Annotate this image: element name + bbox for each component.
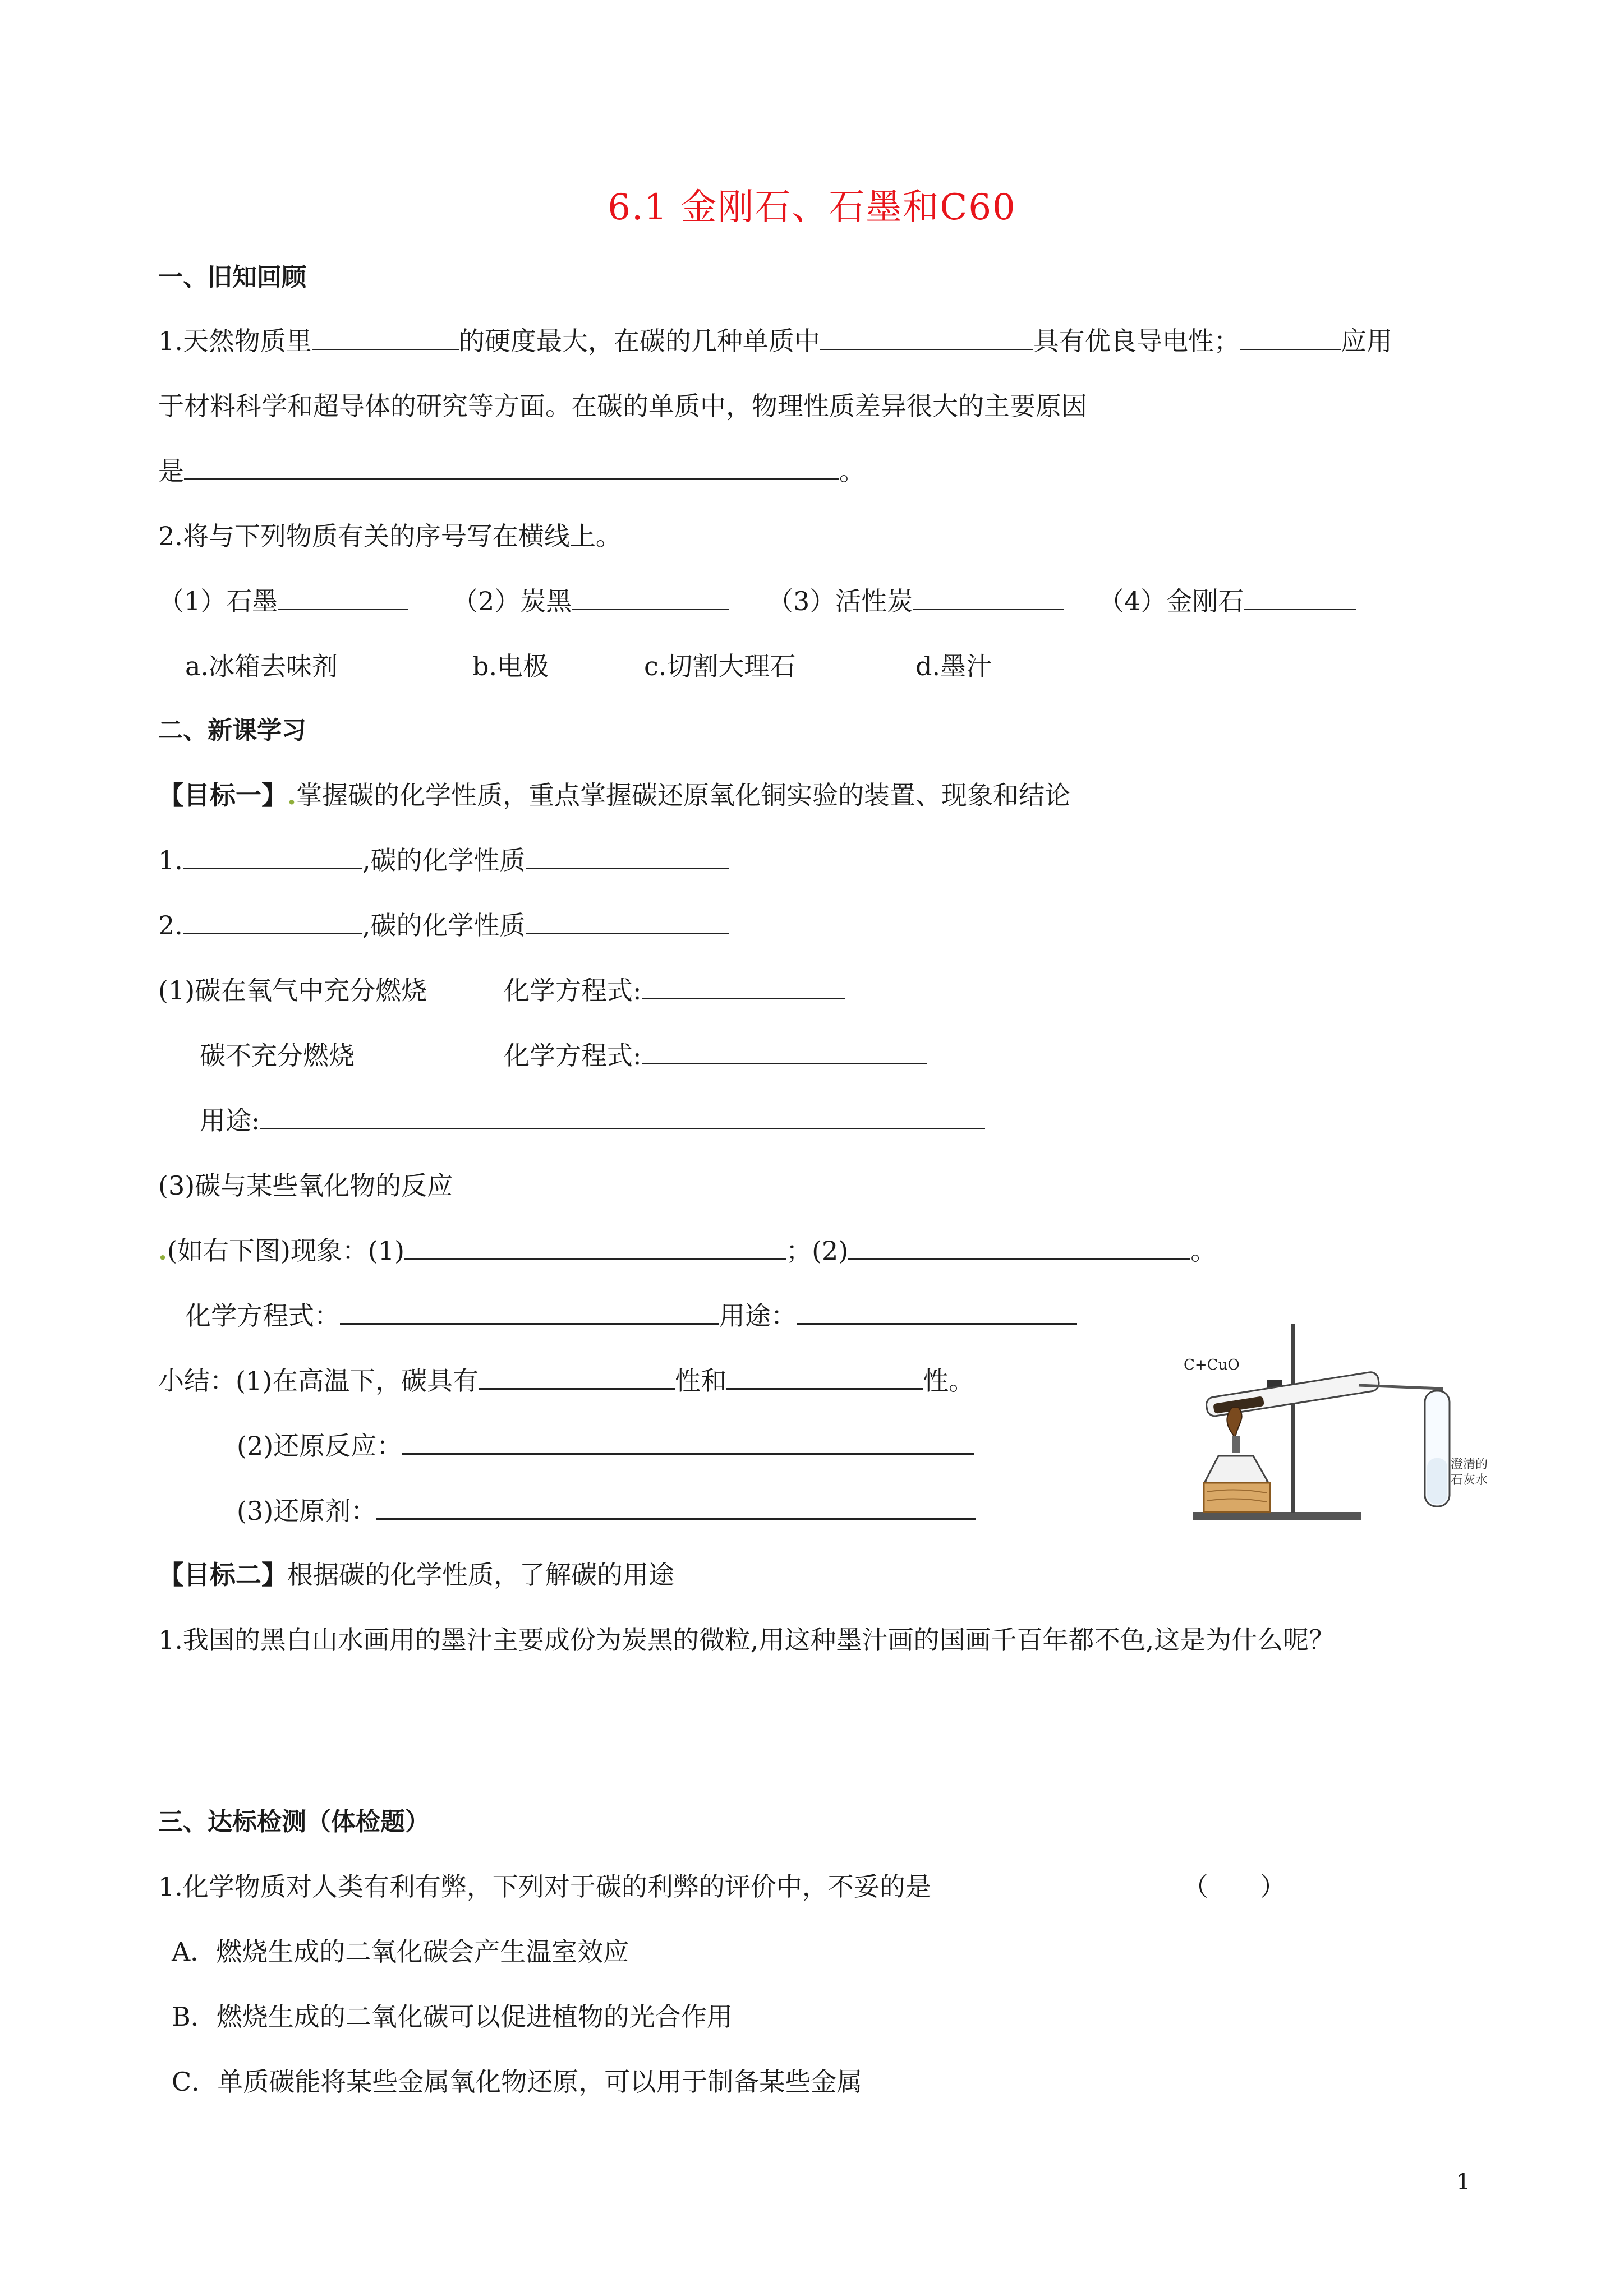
q2-item-4 (1098, 581, 1356, 618)
blank-reason[interactable] (184, 459, 839, 480)
bullet-dot-icon: . (287, 780, 297, 810)
use-label-2: 用途： (719, 1301, 797, 1331)
answer-bracket[interactable]: （ ） (1183, 1871, 1286, 1902)
phenomenon-end: 。 (1190, 1235, 1217, 1266)
figure-label-limewater-2: 石灰水 (1451, 1473, 1488, 1487)
equation-label-2: 化学方程式: (504, 1040, 642, 1071)
option-b[interactable]: B．燃烧生成的二氧化碳可以促进植物的光合作用 (172, 2002, 733, 2032)
blank-property-a[interactable] (479, 1369, 675, 1390)
q2-item-2-label: （2）炭黑 (452, 586, 572, 616)
blank-property-2[interactable] (526, 914, 729, 934)
figure-label-limewater-1: 澄清的 (1451, 1458, 1488, 1472)
equation-full-combustion (504, 970, 845, 1007)
property-item-1 (158, 840, 729, 877)
page-number: 1 (1456, 2169, 1471, 2195)
summary-3 (237, 1491, 976, 1528)
blank-reduction-reaction[interactable] (402, 1434, 974, 1455)
q1-text-d: 应用 (1340, 326, 1392, 356)
blank-application[interactable] (1240, 330, 1341, 350)
lamp-wick (1232, 1436, 1240, 1453)
q2-item-2 (452, 581, 729, 618)
option-c[interactable]: C．单质碳能将某些金属氧化物还原，可以用于制备某些金属 (172, 2067, 863, 2097)
blank-conductive[interactable] (820, 330, 1033, 350)
blank-reducing-agent[interactable] (376, 1499, 976, 1520)
blank-property-b[interactable] (726, 1369, 923, 1390)
equation-label-3: 化学方程式： (185, 1301, 340, 1331)
section-heading-review: 一、旧知回顾 (158, 263, 306, 292)
q2-item-3 (767, 581, 1064, 618)
blank-carbon-black[interactable] (572, 590, 729, 610)
phenomenon-label: (如右下图)现象：(1) (167, 1235, 405, 1266)
blank-use-2[interactable] (797, 1304, 1077, 1325)
blank-property-1[interactable] (526, 849, 729, 869)
goal-1-text: 掌握碳的化学性质，重点掌握碳还原氧化铜实验的装置、现象和结论 (296, 780, 1071, 810)
blank-equation-partial[interactable] (642, 1044, 927, 1064)
blank-phenomenon-1[interactable] (404, 1239, 786, 1260)
equation-label-1: 化学方程式: (504, 975, 642, 1006)
q1-line3-end: 。 (839, 456, 865, 486)
blank-equation-full[interactable] (642, 979, 845, 999)
summary-mid: 性和 (675, 1366, 727, 1396)
q1-text-a: 1.天然物质里 (158, 326, 312, 356)
oxide-reaction: (3)碳与某些氧化物的反应 (158, 1170, 453, 1201)
blank-diamond[interactable] (1244, 590, 1356, 610)
summary-2 (237, 1426, 974, 1463)
goal-2 (158, 1555, 674, 1592)
goal-2-label: 【目标二】 (158, 1560, 287, 1590)
q2-item-4-label: （4）金刚石 (1098, 586, 1244, 616)
use-label-1: 用途: (200, 1105, 260, 1136)
q2-option-d: d.墨汁 (915, 651, 992, 681)
apparatus-diagram (1178, 1318, 1492, 1525)
wooden-block (1204, 1483, 1270, 1512)
equation-partial-combustion (504, 1035, 927, 1072)
property-item-2 (158, 905, 729, 942)
blank-condition-1[interactable] (183, 849, 362, 869)
question-1-line-1 (158, 321, 1392, 358)
blank-condition-2[interactable] (183, 914, 362, 934)
q2-option-a: a.冰箱去味剂 (185, 651, 338, 681)
item-1-text: ,碳的化学性质 (362, 845, 526, 875)
item-2-num: 2. (158, 910, 183, 940)
blank-activated-carbon[interactable] (913, 590, 1064, 610)
flame-icon (1227, 1408, 1241, 1438)
phenomenon (158, 1230, 1216, 1267)
q1-text-c: 具有优良导电性； (1033, 326, 1240, 356)
section-heading-assessment: 三、达标检测（体检题） (158, 1808, 430, 1836)
summary-1 (158, 1361, 974, 1398)
q2-item-1 (158, 581, 408, 618)
q2-option-b: b.电极 (472, 651, 549, 681)
stand-base (1193, 1512, 1361, 1520)
q2-item-3-label: （3）活性炭 (767, 586, 913, 616)
q2-option-c: c.切割大理石 (644, 651, 796, 681)
q2-item-1-label: （1）石墨 (158, 586, 278, 616)
partial-combustion: 碳不充分燃烧 (200, 1040, 355, 1071)
item-1-num: 1. (158, 845, 183, 875)
goal-2-text: 根据碳的化学性质，了解碳的用途 (287, 1560, 674, 1590)
summary-2-label: (2)还原反应： (237, 1431, 403, 1461)
combustion-use (200, 1100, 985, 1137)
option-a[interactable]: A．燃烧生成的二氧化碳会产生温室效应 (172, 1937, 629, 1967)
reduction-equation (185, 1295, 1077, 1333)
phenomenon-mid: ；(2) (786, 1235, 849, 1266)
question-1-line-2: 于材料科学和超导体的研究等方面。在碳的单质中，物理性质差异很大的主要原因 (158, 391, 1087, 421)
blank-equation-reduction[interactable] (340, 1304, 719, 1325)
blank-graphite[interactable] (278, 590, 408, 610)
goal-2-question-1: 1.我国的黑白山水画用的墨汁主要成份为炭黑的微粒,用这种墨汁画的国画千百年都不色,这是为什么呢？ (158, 1625, 1335, 1655)
bullet-dot-icon: . (158, 1235, 168, 1266)
full-combustion: (1)碳在氧气中充分燃烧 (158, 975, 427, 1006)
question-1-line-3 (158, 451, 865, 488)
question-2: 2.将与下列物质有关的序号写在横线上。 (158, 521, 622, 551)
blank-use-1[interactable] (260, 1109, 985, 1129)
goal-1 (158, 775, 1070, 812)
figure-label-reactants: C+CuO (1184, 1357, 1240, 1373)
summary-label: 小结：(1)在高温下，碳具有 (158, 1366, 479, 1396)
summary-3-label: (3)还原剂： (237, 1496, 377, 1526)
item-2-text: ,碳的化学性质 (362, 910, 526, 940)
section-heading-new-lesson: 二、新课学习 (158, 716, 306, 745)
goal-1-label: 【目标一】 (158, 780, 287, 810)
page-title: 6.1 金刚石、石墨和C60 (608, 187, 1016, 228)
summary-end: 性。 (923, 1366, 975, 1396)
blank-phenomenon-2[interactable] (848, 1239, 1190, 1260)
q1-text-b: 的硬度最大，在碳的几种单质中 (458, 326, 820, 356)
blank-hardest[interactable] (312, 330, 459, 350)
assessment-question-1: 1.化学物质对人类有利有弊，下列对于碳的利弊的评价中，不妥的是 (158, 1871, 931, 1902)
limewater-liquid (1427, 1458, 1447, 1504)
stand-rod (1291, 1324, 1295, 1513)
q1-line3-start: 是 (158, 456, 184, 486)
